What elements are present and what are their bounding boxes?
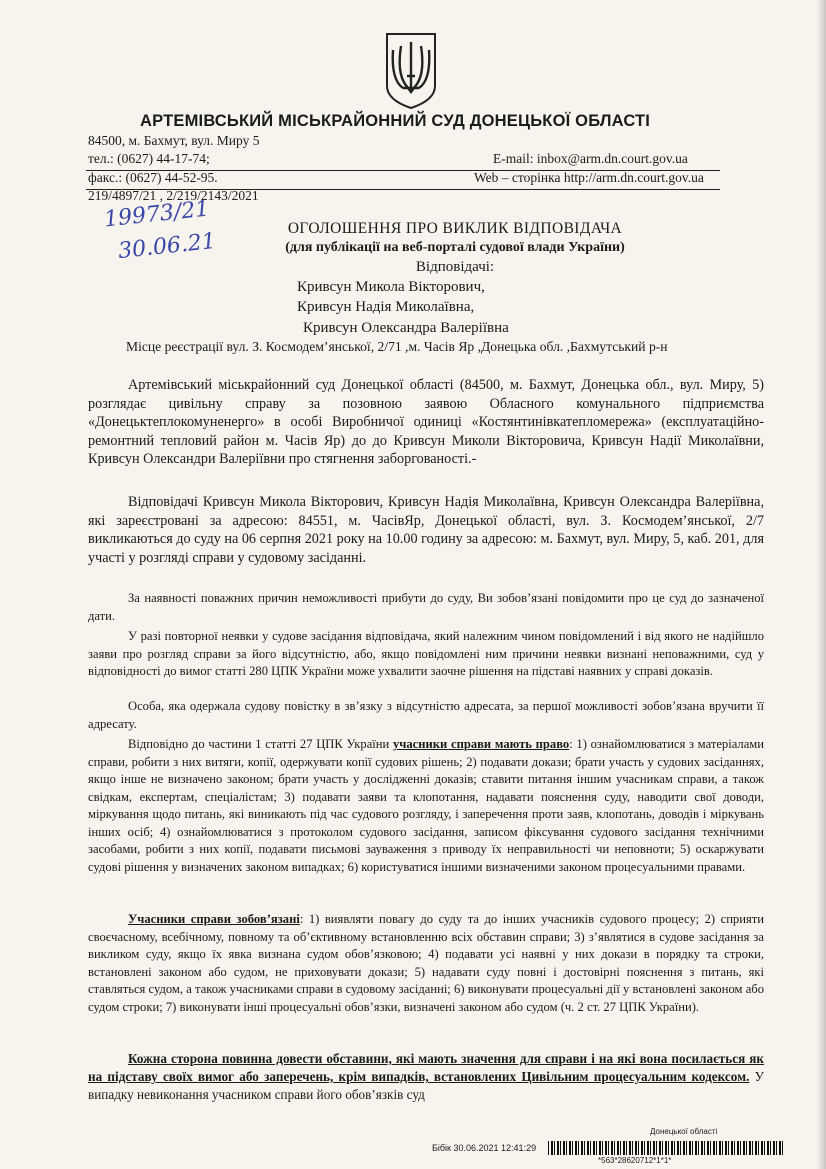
registration-address: Місце реєстрації вул. З. Космодем’янської, 2/71 ,м. Часів Яр ,Донецька обл. ,Бахмутський р-н bbox=[126, 339, 668, 354]
paragraph-case-description: Артемівський міськрайонний суд Донецької області (84500, м. Бахмут, Донецька обл., вул. Миру, 5) розглядає цивільну справу за позовною заявою Обласного комунального підприємства «Донецьктеплокомуненерго» в особі Виробничої одиниці «Костянтинівкатепломережа» (експлуатаційно-ремонтний тепловий район м. Часів Яр) до до Кривсун Миколи Вікторовича, Кривсун Надії Миколаївни, Кривсун Олександри Валеріївни про стягнення заборгованості.- bbox=[88, 377, 764, 467]
announcement-title: ОГОЛОШЕННЯ ПРО ВИКЛИК ВІДПОВІДАЧА bbox=[287, 220, 623, 237]
duties-list: : 1) виявляти повагу до суду та до інших учасників судового процесу; 2) сприяти своєчасному, всебічному, повному та об’єктивному встановленню всіх обставин справи; 3) з’являтися в судове засідання за викликом суду, якщо їх явка визнана судом обов’язковою; 4) подавати усі наявні у них докази в порядку та строки, встановлені законом або судом, не приховувати докази; 5) надавати суду повні і достовірні пояснення з питань, які ставляться судом, а також учасниками справи в судовому засіданні; 6) виконувати процесуальні дії у встановлені законом або судом строки; 7) виконувати інші процесуальні обов’язки, визначені законом або судом (ч. 2 ст. 27 ЦПК України). bbox=[88, 912, 765, 1014]
scan-edge-shadow bbox=[816, 0, 826, 1169]
trident-crest-icon bbox=[383, 32, 439, 110]
burden-of-proof-statement: Кожна сторона повинна довести обставини, які мають значення для справи і на які вона посилається як на підставу своїх вимог або заперечень, крім випадків, встановлених Цивільним процесуальним кодексом. bbox=[88, 1051, 764, 1084]
court-small-label: Донецької області bbox=[650, 1127, 718, 1136]
barcode-caption: *563*28620712*1*1* bbox=[598, 1156, 672, 1165]
respondent-name: Кривсун Микола Вікторович, bbox=[297, 279, 485, 295]
registration-date-stamp: 30.06.21 bbox=[116, 228, 218, 265]
rights-intro: Відповідно до частини 1 статті 27 ЦПК України bbox=[128, 737, 393, 751]
paragraph-participant-rights bbox=[88, 736, 764, 876]
registration-number-stamp: 19973/21 bbox=[102, 196, 211, 233]
announcement-subtitle: (для публікації на веб-порталі судової влади України) bbox=[285, 240, 625, 255]
print-stamp: Бібік 30.06.2021 12:41:29 bbox=[432, 1143, 537, 1153]
case-numbers: 219/4897/21 , 2/219/2143/2021 bbox=[88, 188, 259, 203]
document-barcode bbox=[548, 1141, 784, 1155]
paragraph-default-judgment: У разі повторної неявки у судове засідання відповідача, який належним чином повідомлений і від якого не надійшло заяви про розгляд справи за його відсутністю, або, якщо повідомлені ним причини неявки визнані неповажними, суд у відповідності до вимог статті 280 ЦПК України може ухвалити заочне рішення на підставі наявних у справі доказів. bbox=[88, 629, 764, 678]
court-email: E-mail: inbox@arm.dn.court.gov.ua bbox=[493, 151, 688, 166]
rights-list: : 1) ознайомлюватися з матеріалами справи, робити з них витяги, копії, одержувати копії судових рішень; 2) подавати докази; брати участь у судових засіданнях, якщо інше не визначено законом; брати участь у дослідженні доказів; ставити питання іншим учасникам справи, а також свідкам, експертам, спеціалістам; 3) подавати заяви та клопотання, надавати пояснення суду, наводити свої доводи, міркування щодо питань, які виникають під час судового розгляду, і заперечення проти заяв, клопотань, доводів і міркувань інших осіб; 4) ознайомлюватися з протоколом судового засідання, записом фіксування судового засідання технічними засобами, робити з них копії, подавати письмові зауваження з приводу їх неправильності чи неповноти; 5) оскаржувати судові рішення у визначених законом випадках; 6) користуватися іншими визначеними законом процесуальними правами. bbox=[88, 737, 765, 874]
paragraph-burden-of-proof bbox=[88, 1050, 764, 1104]
court-website: Web – сторінка http://arm.dn.court.gov.ua bbox=[474, 170, 704, 185]
duties-heading: Учасники справи зобов’язані bbox=[128, 912, 300, 926]
court-address: 84500, м. Бахмут, вул. Миру 5 bbox=[88, 133, 260, 148]
court-phone: тел.: (0627) 44-17-74; bbox=[88, 151, 210, 166]
paragraph-notify-court: За наявності поважних причин неможливості прибути до суду, Ви зобов’язані повідомити про це суд до зазначеної дати. bbox=[88, 591, 764, 623]
court-fax: факс.: (0627) 44-52-95. bbox=[88, 170, 218, 185]
respondents-label: Відповідачі: bbox=[415, 259, 495, 275]
paragraph-summons-delivery: Особа, яка одержала судову повістку в зв’язку з відсутністю адресата, за першої можливості зобов’язана вручити її адресату. bbox=[88, 699, 764, 731]
respondent-name: Кривсун Олександра Валеріївна bbox=[303, 320, 509, 336]
court-name: АРТЕМІВСЬКИЙ МІСЬКРАЙОННИЙ СУД ДОНЕЦЬКОЇ ОБЛАСТІ bbox=[140, 112, 651, 130]
paragraph-summons: Відповідачі Кривсун Микола Вікторович, Кривсун Надія Миколаївна, Кривсун Олександра Валеріївна, які зареєстровані за адресою: 84551, м. ЧасівЯр, Донецької області, вул. З. Космодем’янської, 2/7 викликаються до суду на 06 серпня 2021 року на 10.00 годину за адресою: м. Бахмут, вул. Миру, 5, каб. 201, для участі у розгляді справи у судовому засіданні. bbox=[88, 494, 764, 566]
respondent-name: Кривсун Надія Миколаївна, bbox=[297, 299, 475, 315]
paragraph-participant-duties bbox=[88, 911, 764, 1016]
rights-heading: учасники справи мають право bbox=[392, 737, 570, 751]
burden-of-proof-tail: У випадку невиконання учасником справи його обов’язків суд bbox=[88, 1069, 764, 1102]
